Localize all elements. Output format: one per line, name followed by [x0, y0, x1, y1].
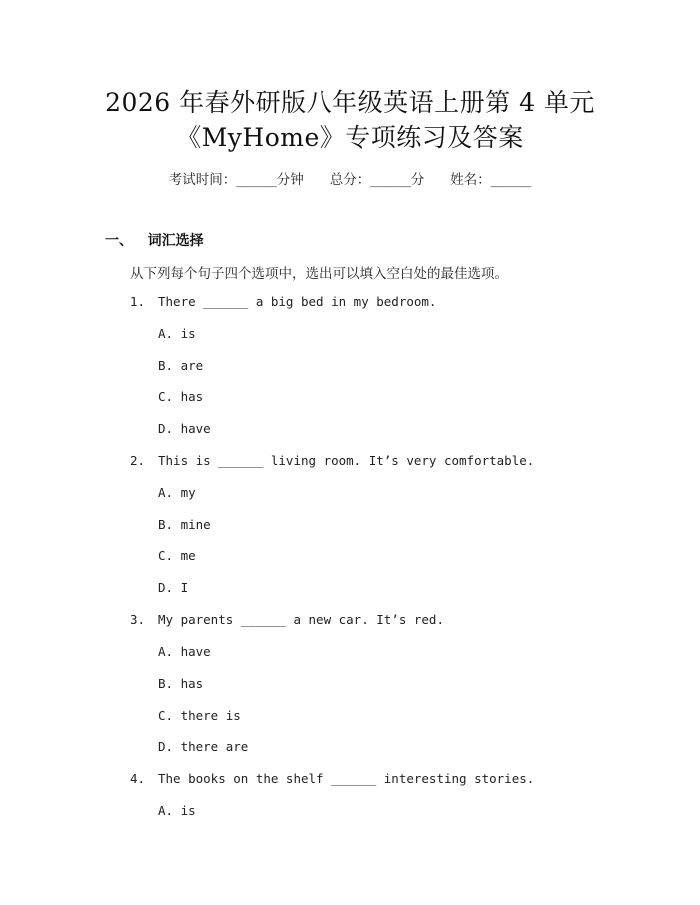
question-2-option-b: B. mine — [158, 517, 211, 532]
question-number: 2. — [130, 453, 146, 468]
exam-meta — [0, 168, 700, 188]
question-number: 3. — [130, 612, 146, 627]
exam-time: 考试时间：______分钟 — [168, 172, 304, 188]
document-title-line-1: 2026 年春外研版八年级英语上册第 4 单元 — [105, 88, 595, 117]
document-title-line-2: 《MyHome》专项练习及答案 — [176, 123, 524, 152]
question-3-option-b: B. has — [158, 676, 204, 691]
question-number: 1. — [130, 294, 146, 309]
question-1-option-d: D. have — [158, 421, 211, 436]
question-2-option-c: C. me — [158, 548, 196, 563]
question-text: The books on the shelf ______ interesting stories. — [158, 771, 535, 786]
question-text: My parents ______ a new car. It’s red. — [158, 612, 444, 627]
question-3-option-a: A. have — [158, 644, 211, 659]
question-text: There ______ a big bed in my bedroom. — [158, 294, 437, 309]
question-number: 4. — [130, 771, 146, 786]
question-1 — [130, 294, 436, 309]
question-2 — [130, 453, 534, 468]
section-heading: 一、 词汇选择 — [105, 233, 204, 249]
question-1-option-b: B. are — [158, 358, 204, 373]
question-1-option-c: C. has — [158, 389, 204, 404]
question-4 — [130, 771, 534, 786]
section-instruction: 从下列每个句子四个选项中，选出可以填入空白处的最佳选项。 — [130, 266, 508, 282]
question-3-option-c: C. there is — [158, 708, 241, 723]
question-3-option-d: D. there are — [158, 739, 249, 754]
question-text: This is ______ living room. It’s very comfortable. — [158, 453, 535, 468]
question-2-option-d: D. I — [158, 580, 189, 595]
question-2-option-a: A. my — [158, 485, 196, 500]
question-1-option-a: A. is — [158, 326, 196, 341]
question-3 — [130, 612, 444, 627]
question-4-option-a: A. is — [158, 803, 196, 818]
exam-score: 总分：______分 — [329, 172, 425, 188]
exam-name: 姓名：______ — [450, 172, 532, 188]
